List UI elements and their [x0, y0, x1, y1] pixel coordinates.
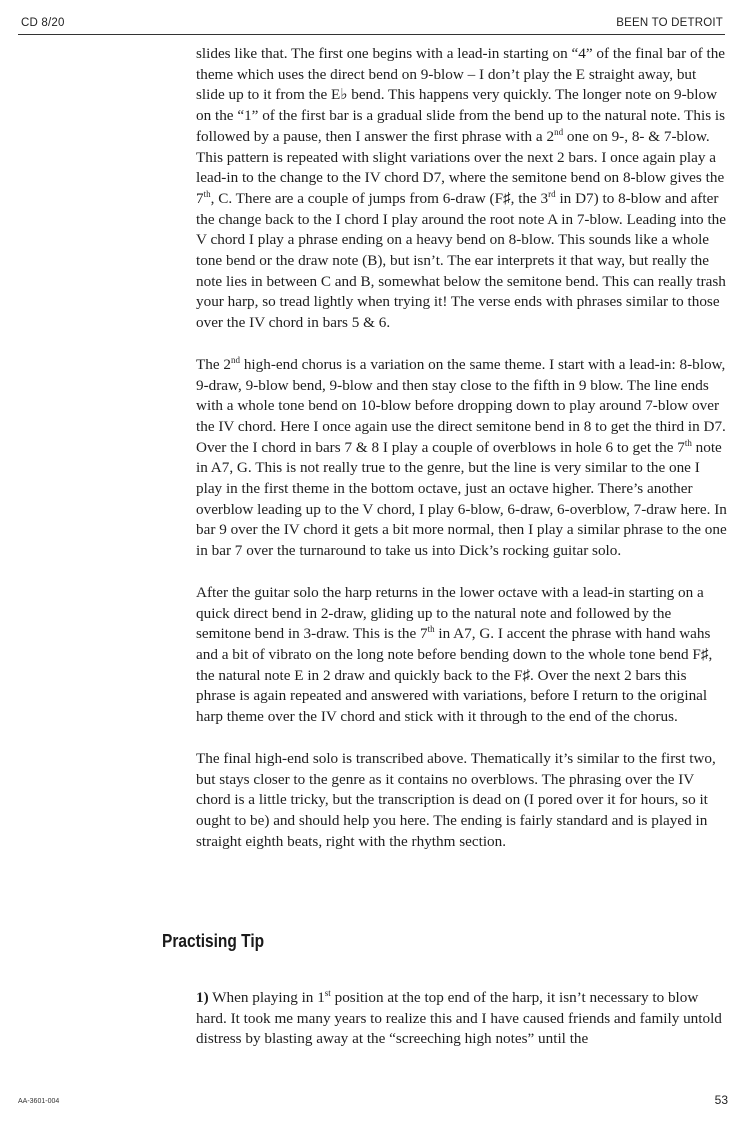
chapter-title: BEEN TO DETROIT	[616, 17, 723, 29]
superscript: th	[684, 437, 692, 448]
track-reference: CD 8/20	[21, 17, 65, 29]
practising-tip	[196, 988, 728, 1050]
running-header	[18, 12, 725, 35]
superscript: th	[203, 188, 211, 199]
paragraph: After the guitar solo the harp returns in the lower octave with a lead-in starting on a quick direct bend in 2-draw, gliding up to the natural note and followed by the semitone bend in 3-draw. This is the 7th in A7, G. I accent the phrase with hand wahs and a bit of vibrato on the long note before bending down to the whole tone bend F♯, the natural note E in 2 draw and quickly back to the F♯. Over the next 2 bars this phrase is again repeated and answered with variations, before I return to the original harp theme over the IV chord and stick with it through to the end of the chorus.	[196, 583, 713, 726]
superscript: th	[427, 624, 435, 635]
paragraph: The 2nd high-end chorus is a variation on the same theme. I start with a lead-in: 8-blow, 9-draw, 9-blow bend, 9-blow and then stay close to the fifth in 9 blow. The line ends with a whole tone bend on 10-blow before dropping down to play around 7-blow over the IV chord. Here I once again use the direct semitone bend in 8 to get the third in D7. Over the I chord in bars 7 & 8 I play a couple of overblows in hole 6 to get the 7th note in A7, G. This is not really true to the genre, but the line is very similar to the one I play in the first theme in the bottom octave, just an octave higher. There’s another overblow leading up to the V chord, I play 6-blow, 6-draw, 6-overblow, 7-draw here. In bar 9 over the IV chord it gets a bit more normal, then I play a similar phrase to the one in bar 7 over the turnaround to take us into Dick’s rocking guitar solo.	[196, 354, 727, 560]
tip-number: 1)	[196, 989, 209, 1006]
tip-body: When playing in 1st position at the top end of the harp, it isn’t necessary to blow hard. It took me many years to realize this and I have caused friends and family untold distress by blasting away at the “screeching high notes” until the	[196, 988, 722, 1048]
paragraph: slides like that. The first one begins with a lead-in starting on “4” of the final bar of the theme which uses the direct bend on 9-blow – I don’t play the E straight away, but slide up to it from the E♭ bend. This happens very quickly. The longer note on 9-blow on the “1” of the first bar is a gradual slide from the bend up to the natural note. This is followed by a pause, then I answer the first phrase with a 2nd one on 9-, 8- & 7-blow. This pattern is repeated with slight variations over the next 2 bars. I once again play a lead-in to the change to the IV chord D7, where the semitone bend on 8-blow gives the 7th, C. There are a couple of jumps from 6-draw (F♯, the 3rd in D7) to 8-blow and after the change back to the I chord I play around the root note A in 7-blow. Leading into the V chord I play a phrase ending on a heavy bend on 8-blow. This sounds like a whole tone bend or the draw note (B), but isn’t. The ear interprets it that way, but really the note lies in between C and B, somewhat below the semitone bend. This can really trash your harp, so tread lightly when trying it! The verse ends with phrases similar to those over the IV chord in bars 5 & 6.	[196, 45, 727, 332]
superscript: nd	[231, 354, 241, 365]
superscript: st	[324, 988, 331, 998]
tip-paragraph	[196, 988, 728, 1050]
paragraph: The final high-end solo is transcribed above. Thematically it’s similar to the first two, but stays closer to the genre as it contains no overblows. The phrasing over the IV chord is a little tricky, but the transcription is dead on (I pored over it for hours, so it ought to be) and should help you here. The ending is fairly standard and is played in straight eighth beats, right with the rhythm section.	[196, 749, 716, 850]
superscript: nd	[554, 126, 564, 137]
page-number: 53	[714, 1093, 728, 1107]
section-heading: Practising Tip	[162, 931, 265, 951]
superscript: rd	[548, 188, 556, 199]
body-text	[196, 44, 728, 873]
catalog-code: AA-3601-004	[18, 1098, 60, 1105]
